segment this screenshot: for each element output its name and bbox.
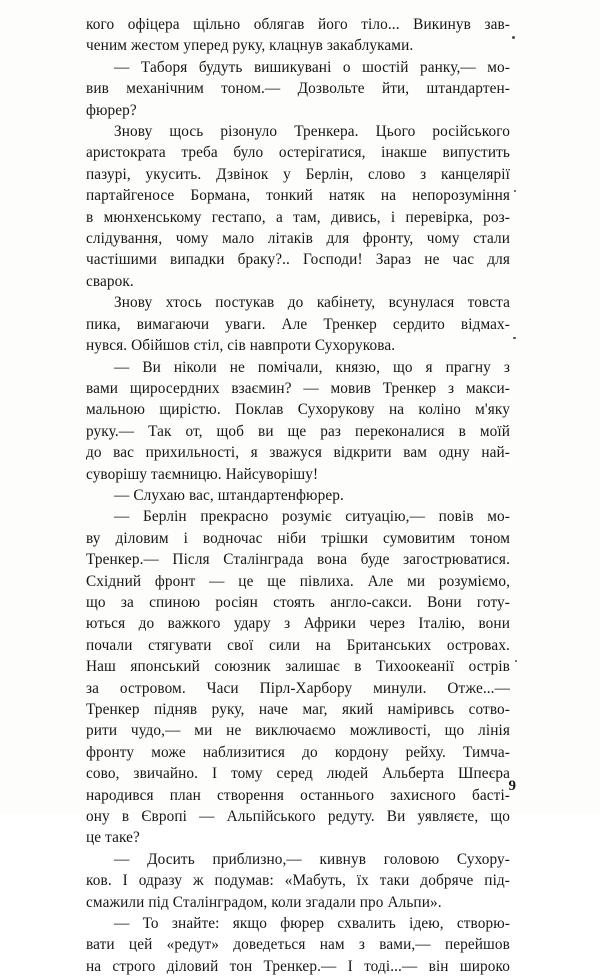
text-line: кого офіцера щільно облягав його тіло... Викинув зав- [86, 16, 510, 33]
print-speck [513, 337, 516, 339]
text-line: Тренкер підняв руку, наче маг, який наміривсь сотво- [86, 701, 510, 718]
print-speck [512, 36, 515, 39]
text-line: почали стягувати свої сили на Британських островах. [86, 636, 510, 654]
text-line: аристократа треба було остерігатися, інакше випустить [86, 144, 510, 162]
print-speck [514, 190, 516, 192]
text-line: вати цей «редут» доведеться нам з вами,— перейшов [86, 936, 510, 954]
text-line: — Ви ніколи не помічали, князю, що я прагну з [114, 358, 510, 376]
text-line: сово, звичайно. І тому серед людей Альберта Шпеєра [86, 765, 510, 783]
text-line: — То знайте: якщо фюрер схвалить ідею, створю- [114, 915, 510, 933]
text-line: суворішу таємницю. Найсуворішу! [86, 465, 319, 483]
text-line: вами щиросердних взаємин? — мовив Тренкер з макси- [86, 379, 510, 397]
text-line: пика, вимагаючи уваги. Але Тренкер сердито відмах- [86, 315, 510, 333]
text-line: — Досить приблизно,— кивнув головою Сухору- [114, 850, 510, 868]
text-line: що за спиною росіян стоять англо-сакси. Вони готу- [86, 593, 510, 611]
text-line: ков. І одразу ж подумав: «Мабуть, їх таки добряче під- [86, 872, 510, 890]
text-line: фронту може наблизитися до кордону рейху. Тимча- [86, 743, 510, 761]
text-line: на строго діловий тон Тренкер.— І тоді...— він широко [86, 957, 510, 975]
text-line: — Берлін прекрасно розуміє ситуацію,— повів мо- [114, 508, 510, 526]
text-line: мальною щирістю. Поклав Сухорукову на коліно м'яку [86, 401, 510, 419]
text-line: Наш японський союзник залишає в Тихоокеанії острів [86, 658, 510, 676]
text-line: ону в Європі — Альпійського редуту. Ви уявляєте, що [86, 808, 510, 826]
page-number: 9 [508, 778, 516, 794]
text-line: руку.— Так от, щоб ви ще раз переконалися в моїй [86, 422, 510, 440]
text-line: слідування, чому мало літаків для фронту, чому стали [86, 230, 510, 248]
text-line: пазурі, укусить. Дзвінок у Берлін, слово з канцелярії [86, 165, 510, 183]
text-line: — Слухаю вас, штандартенфюрер. [114, 486, 344, 504]
text-line: рити чудо,— ми не виключаємо можливості, що лінія [86, 722, 510, 740]
text-line: ву діловим і водночас ніби трішки сумовитим тоном [86, 529, 510, 547]
text-line: — Таборя будуть вишикувані о шостій ранку,— мо- [114, 58, 510, 76]
text-line: смажили під Сталінградом, коли згадали про Альпи». [86, 893, 442, 911]
text-line: частішими випадки браку?.. Господи! Зараз не час для [86, 251, 510, 269]
text-line: Знову хтось постукав до кабінету, всунулася товста [114, 294, 510, 312]
text-line: партайгеносе Бормана, тонкий натяк на непорозуміння [86, 187, 510, 205]
text-line: до вас прихильності, я зважуся відкрити вам одну най- [86, 444, 510, 462]
text-line: за островом. Часи Пірл-Харбору минули. Отже...— [86, 679, 510, 697]
text-line: ченим жестом уперед руку, клацнув закаблуками. [86, 37, 414, 55]
text-line: ються до важкого удару з Африки через Італію, вони [86, 615, 510, 633]
text-line: Знову щось різонуло Тренкера. Цього російського [114, 123, 510, 141]
text-line: нувся. Обійшов стіл, сів навпроти Сухорукова. [86, 337, 396, 355]
text-line: народився план створення останнього захисного басті- [86, 786, 510, 804]
page-text [86, 14, 510, 977]
text-line: Східний фронт — це ще півлиха. Але ми розуміємо, [86, 572, 510, 590]
text-line: фюрер? [86, 101, 137, 119]
text-line: в мюнхенському гестапо, а там, дивись, і перевірка, роз- [86, 208, 510, 226]
text-line: це таке? [86, 829, 140, 847]
text-line: Тренкер.— Після Сталінграда вона буде загострюватися. [86, 551, 510, 569]
text-line: вив механічним тоном.— Дозвольте йти, штандартен- [86, 80, 510, 98]
print-speck [515, 660, 517, 662]
text-line: сварок. [86, 272, 134, 290]
